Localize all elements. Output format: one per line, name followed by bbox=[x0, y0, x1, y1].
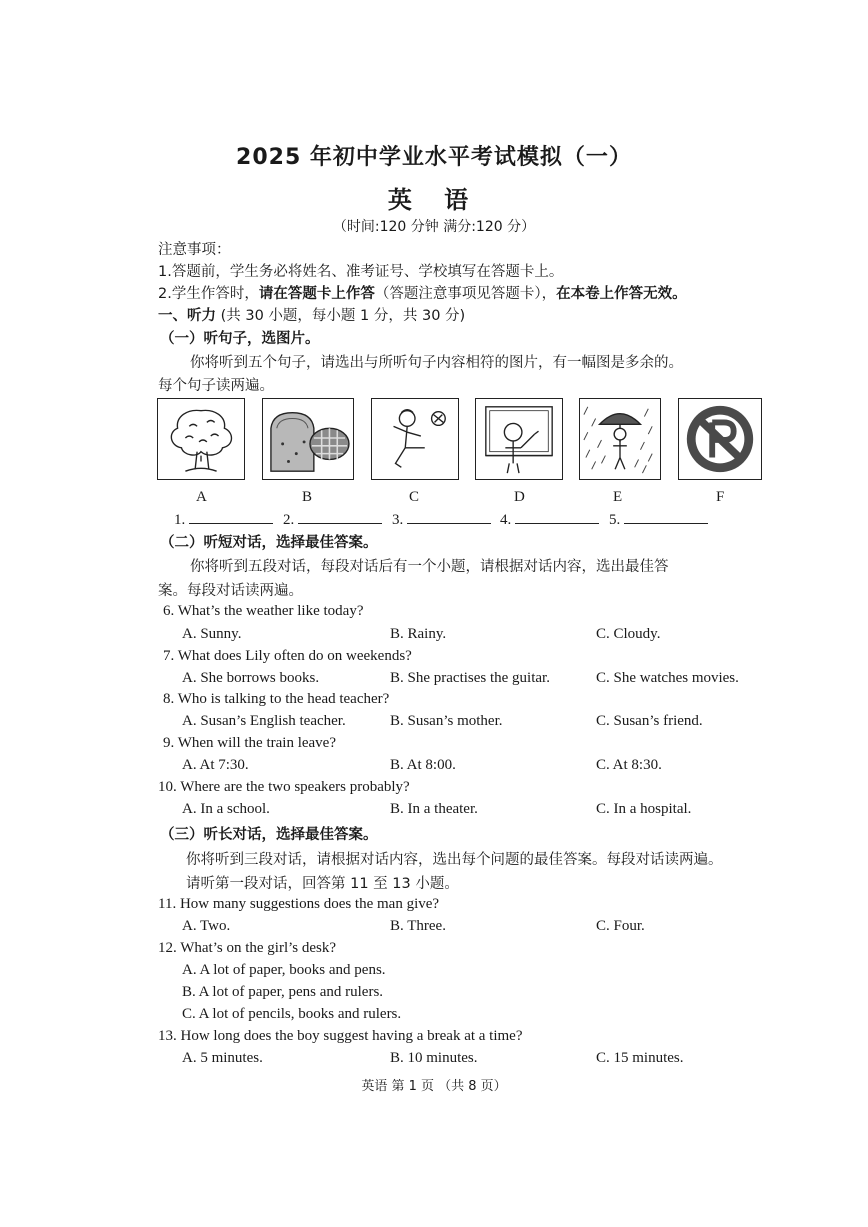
option-6-b[interactable]: B. Rainy. bbox=[390, 626, 447, 642]
question-9: 9. When will the train leave? bbox=[163, 735, 336, 751]
option-9-c[interactable]: C. At 8:30. bbox=[596, 757, 662, 773]
option-10-a[interactable]: A. In a school. bbox=[182, 801, 270, 817]
part-3-instruction-1: 你将听到三段对话，请根据对话内容，选出每个问题的最佳答案。每段对话读两遍。 bbox=[186, 852, 723, 868]
boy-kicking-ball-icon bbox=[372, 399, 458, 479]
notes-item-2-bold-2: 在本卷上作答无效。 bbox=[556, 286, 687, 302]
picture-d-boy-at-blackboard bbox=[475, 398, 563, 480]
option-12-a[interactable]: A. A lot of paper, books and pens. bbox=[182, 962, 386, 978]
picture-label-a: A bbox=[196, 489, 207, 505]
question-6: 6. What’s the weather like today? bbox=[163, 603, 364, 619]
answer-line[interactable] bbox=[298, 509, 382, 524]
picture-label-c: C bbox=[409, 489, 420, 505]
part-3-heading: （三）听长对话，选择最佳答案。 bbox=[160, 827, 378, 843]
answer-line[interactable] bbox=[189, 509, 273, 524]
tree-icon bbox=[158, 399, 244, 479]
answer-line[interactable] bbox=[515, 509, 599, 524]
part-2-instruction-1: 你将听到五段对话，每段对话后有一个小题，请根据对话内容，选出最佳答 bbox=[190, 559, 669, 575]
option-11-c[interactable]: C. Four. bbox=[596, 918, 645, 934]
picture-label-f: F bbox=[716, 489, 725, 505]
page-footer: 英语 第 1 页 （共 8 页） bbox=[361, 1079, 507, 1094]
exam-title: 2025 年初中学业水平考试模拟（一） bbox=[236, 145, 632, 170]
section-1-heading-rest: (共 30 小题，每小题 1 分，共 30 分) bbox=[220, 308, 466, 324]
answer-blank-3[interactable] bbox=[392, 509, 491, 529]
picture-b-bread-pie bbox=[262, 398, 354, 480]
section-1-heading-bold: 一、听力 bbox=[158, 308, 216, 324]
option-6-a[interactable]: A. Sunny. bbox=[182, 626, 242, 642]
option-7-a[interactable]: A. She borrows books. bbox=[182, 670, 320, 686]
option-9-b[interactable]: B. At 8:00. bbox=[390, 757, 456, 773]
question-13: 13. How long does the boy suggest having a break at a time? bbox=[158, 1028, 523, 1044]
option-11-b[interactable]: B. Three. bbox=[390, 918, 446, 934]
bread-pie-icon bbox=[263, 399, 353, 479]
option-12-c[interactable]: C. A lot of pencils, books and rulers. bbox=[182, 1006, 402, 1022]
option-8-b[interactable]: B. Susan’s mother. bbox=[390, 713, 503, 729]
picture-f-no-parking bbox=[678, 398, 762, 480]
question-8: 8. Who is talking to the head teacher? bbox=[163, 691, 390, 707]
answer-blank-2-label: 2. bbox=[283, 512, 295, 528]
option-7-c[interactable]: C. She watches movies. bbox=[596, 670, 739, 686]
answer-line[interactable] bbox=[407, 509, 491, 524]
time-info: （时间:120 分钟 满分:120 分） bbox=[332, 219, 536, 235]
option-10-c[interactable]: C. In a hospital. bbox=[596, 801, 692, 817]
boy-at-blackboard-icon bbox=[476, 399, 562, 479]
part-1-instruction-1: 你将听到五个句子，请选出与所听句子内容相符的图片，有一幅图是多余的。 bbox=[190, 355, 683, 371]
picture-e-rain-umbrella bbox=[579, 398, 661, 480]
section-1-heading bbox=[158, 304, 465, 325]
picture-label-b: B bbox=[302, 489, 313, 505]
part-2-instruction-2: 案。每段对话读两遍。 bbox=[158, 583, 303, 599]
subject-title: 英 语 bbox=[387, 186, 481, 214]
option-9-a[interactable]: A. At 7:30. bbox=[182, 757, 249, 773]
answer-blank-2[interactable] bbox=[283, 509, 382, 529]
option-11-a[interactable]: A. Two. bbox=[182, 918, 231, 934]
option-6-c[interactable]: C. Cloudy. bbox=[596, 626, 661, 642]
answer-blank-5[interactable] bbox=[609, 509, 708, 529]
part-3-instruction-2: 请听第一段对话，回答第 11 至 13 小题。 bbox=[186, 876, 459, 892]
rain-umbrella-icon bbox=[580, 399, 660, 479]
part-1-heading: （一）听句子，选图片。 bbox=[160, 331, 320, 347]
answer-blank-5-label: 5. bbox=[609, 512, 621, 528]
answer-blank-3-label: 3. bbox=[392, 512, 404, 528]
picture-label-d: D bbox=[514, 489, 525, 505]
answer-line[interactable] bbox=[624, 509, 708, 524]
answer-blank-4[interactable] bbox=[500, 509, 599, 529]
picture-a-tree bbox=[157, 398, 245, 480]
notes-heading: 注意事项： bbox=[158, 242, 231, 258]
option-13-a[interactable]: A. 5 minutes. bbox=[182, 1050, 263, 1066]
answer-blank-4-label: 4. bbox=[500, 512, 512, 528]
option-13-c[interactable]: C. 15 minutes. bbox=[596, 1050, 684, 1066]
no-parking-icon bbox=[679, 399, 761, 479]
question-7: 7. What does Lily often do on weekends? bbox=[163, 648, 412, 664]
option-7-b[interactable]: B. She practises the guitar. bbox=[390, 670, 550, 686]
question-11: 11. How many suggestions does the man give? bbox=[158, 896, 440, 912]
option-8-a[interactable]: A. Susan’s English teacher. bbox=[182, 713, 346, 729]
question-12: 12. What’s on the girl’s desk? bbox=[158, 940, 337, 956]
answer-blank-1[interactable] bbox=[174, 509, 273, 529]
part-2-heading: （二）听短对话，选择最佳答案。 bbox=[160, 535, 378, 551]
notes-item-2-mid: （答题注意事项见答题卡）， bbox=[374, 286, 557, 302]
picture-label-e: E bbox=[613, 489, 623, 505]
notes-item-2 bbox=[158, 282, 687, 303]
question-10: 10. Where are the two speakers probably? bbox=[158, 779, 410, 795]
option-13-b[interactable]: B. 10 minutes. bbox=[390, 1050, 478, 1066]
part-1-instruction-2: 每个句子读两遍。 bbox=[158, 378, 274, 394]
option-8-c[interactable]: C. Susan’s friend. bbox=[596, 713, 703, 729]
option-10-b[interactable]: B. In a theater. bbox=[390, 801, 478, 817]
notes-item-1: 1.答题前，学生务必将姓名、准考证号、学校填写在答题卡上。 bbox=[158, 264, 564, 280]
option-12-b[interactable]: B. A lot of paper, pens and rulers. bbox=[182, 984, 384, 1000]
notes-item-2-bold-1: 请在答题卡上作答 bbox=[258, 286, 375, 302]
picture-c-boy-kicking-ball bbox=[371, 398, 459, 480]
answer-blank-1-label: 1. bbox=[174, 512, 186, 528]
notes-item-2-prefix: 2.学生作答时， bbox=[158, 286, 259, 302]
